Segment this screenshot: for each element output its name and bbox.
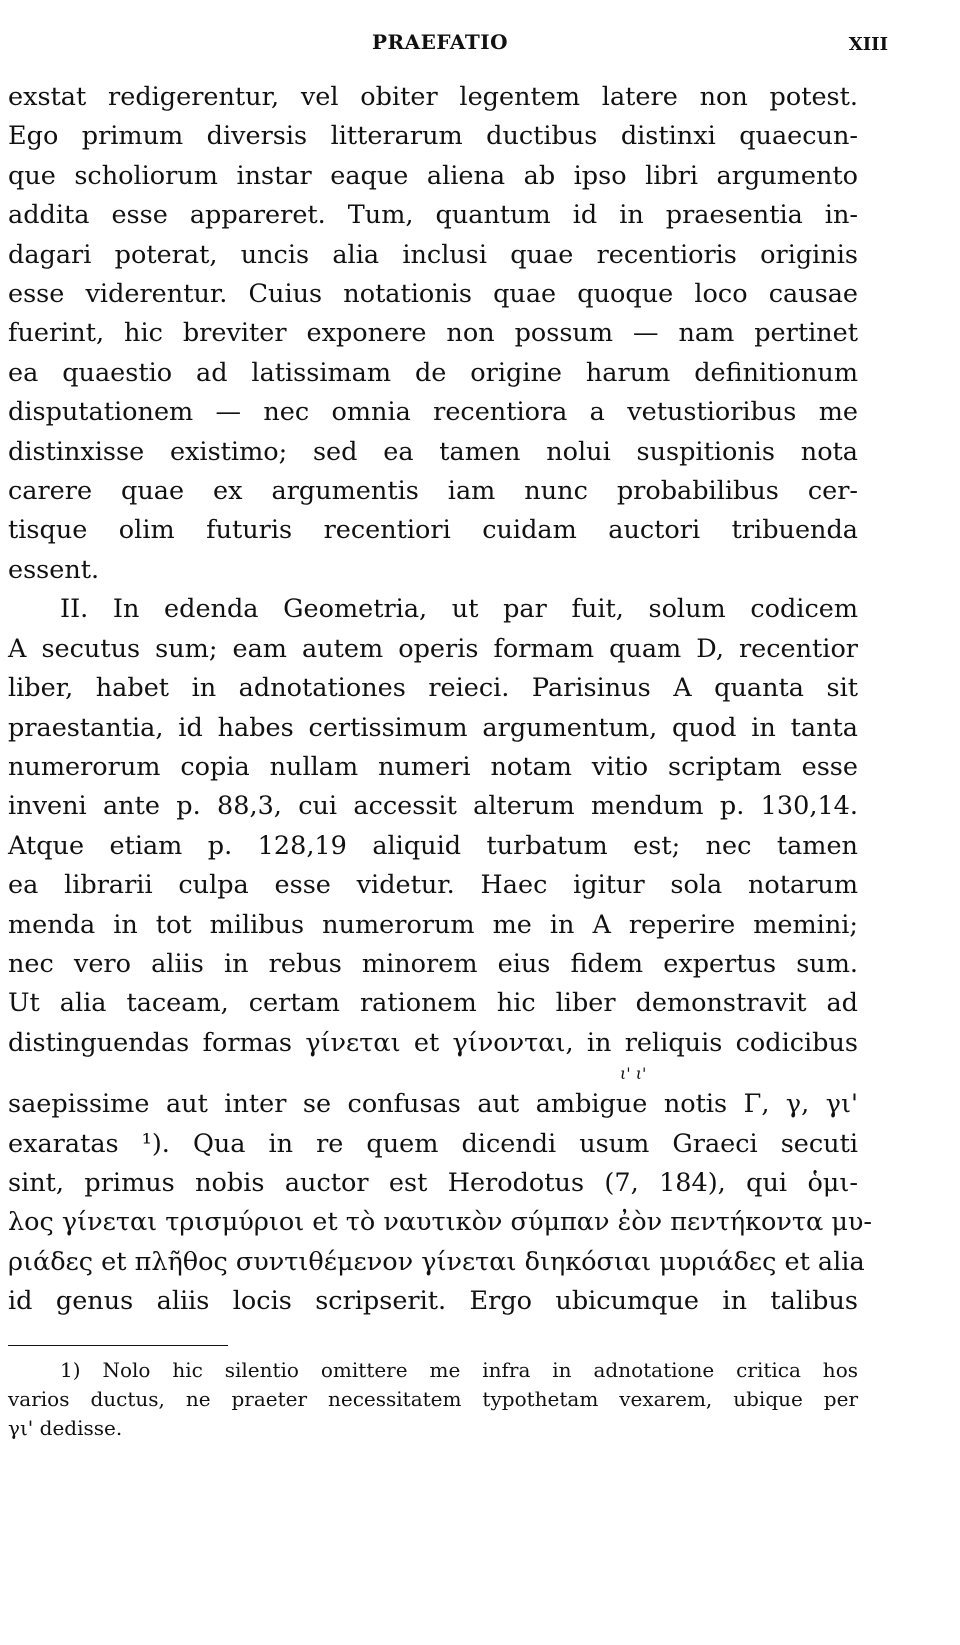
text-line: fuerint, hic breviter exponere non possum — nam pertinet [8,318,858,349]
footnote-line: 1) Nolo hic silentio omittere me infra in adnotatione critica hos [60,1358,858,1382]
main-text [8,78,873,1322]
text-line: A secutus sum; eam autem operis formam quam D, recentior [8,633,858,664]
page-number: XIII [848,34,888,55]
text-line: distinguendas formas γίνεται et γίνονται, in reliquis codicibus [8,1027,858,1058]
text-line: menda in tot milibus numerorum me in A reperire memini; [8,909,858,940]
text-line: disputationem — nec omnia recentiora a vetustioribus me [8,397,858,428]
text-line: essent. [8,554,100,585]
text-line: λος γίνεται τρισμύριοι et τὸ ναυτικὸν σύμπαν ἐὸν πεντήκοντα μυ- [8,1207,873,1238]
text-line: carere quae ex argumentis iam nunc probabilibus cer- [8,476,858,507]
footnote [8,1356,858,1443]
running-head: PRAEFATIO [371,30,509,54]
text-line: ea quaestio ad latissimam de origine harum definitionum [8,357,858,388]
text-line: exstat redigerentur, vel obiter legentem latere non potest. [8,82,858,112]
text-line: id genus aliis locis scripserit. Ergo ubicumque in talibus [8,1286,858,1317]
text-line: que scholiorum instar eaque aliena ab ipso libri argumento [8,160,858,191]
text-line: Atque etiam p. 128,19 aliquid turbatum est; nec tamen [8,830,858,861]
text-line: numerorum copia nullam numeri notam vitio scriptam esse [8,751,858,782]
footnote-rule [8,1345,228,1346]
text-line: Ut alia taceam, certam rationem hic liber demonstravit ad [8,988,858,1019]
section-start-line: II. In edenda Geometria, ut par fuit, solum codicem [60,594,858,625]
text-line: nec vero aliis in rebus minorem eius fidem expertus sum. [8,948,858,979]
superscript-marks: ι' ι' [620,1064,647,1084]
footnote-line: varios ductus, ne praeter necessitatem typothetam vexarem, ubique per [8,1387,858,1411]
text-line: esse viderentur. Cuius notationis quae quoque loco causae [8,279,858,310]
text-line: ριάδες et πλῆθος συντιθέμενον γίνεται διηκόσιαι μυριάδες et alia [8,1246,865,1277]
text-line: liber, habet in adnotationes reieci. Parisinus A quanta sit [8,673,858,704]
page-header [0,22,960,62]
footnote-line: γι' dedisse. [8,1416,123,1440]
text-line: exaratas ¹). Qua in re quem dicendi usum Graeci secuti [8,1128,858,1159]
text-line: Ego primum diversis litterarum ductibus distinxi quaecun- [8,121,858,152]
text-line: inveni ante p. 88,3, cui accessit alterum mendum p. 130,14. [8,791,858,822]
text-line: praestantia, id habes certissimum argumentum, quod in tanta [8,712,858,743]
text-line: dagari poterat, uncis alia inclusi quae recentioris originis [8,239,858,270]
text-line: tisque olim futuris recentiori cuidam auctori tribuenda [8,515,858,546]
text-line: ea librarii culpa esse videtur. Haec igitur sola notarum [8,870,858,901]
text-line: saepissime aut inter se confusas aut ambigue notis Γ, γ, γι' [8,1089,858,1120]
text-line: addita esse appareret. Tum, quantum id in praesentia in- [8,200,858,231]
text-line: distinxisse existimo; sed ea tamen nolui suspitionis nota [8,436,858,467]
text-line: sint, primus nobis auctor est Herodotus (7, 184), qui ὁμι- [8,1167,858,1198]
